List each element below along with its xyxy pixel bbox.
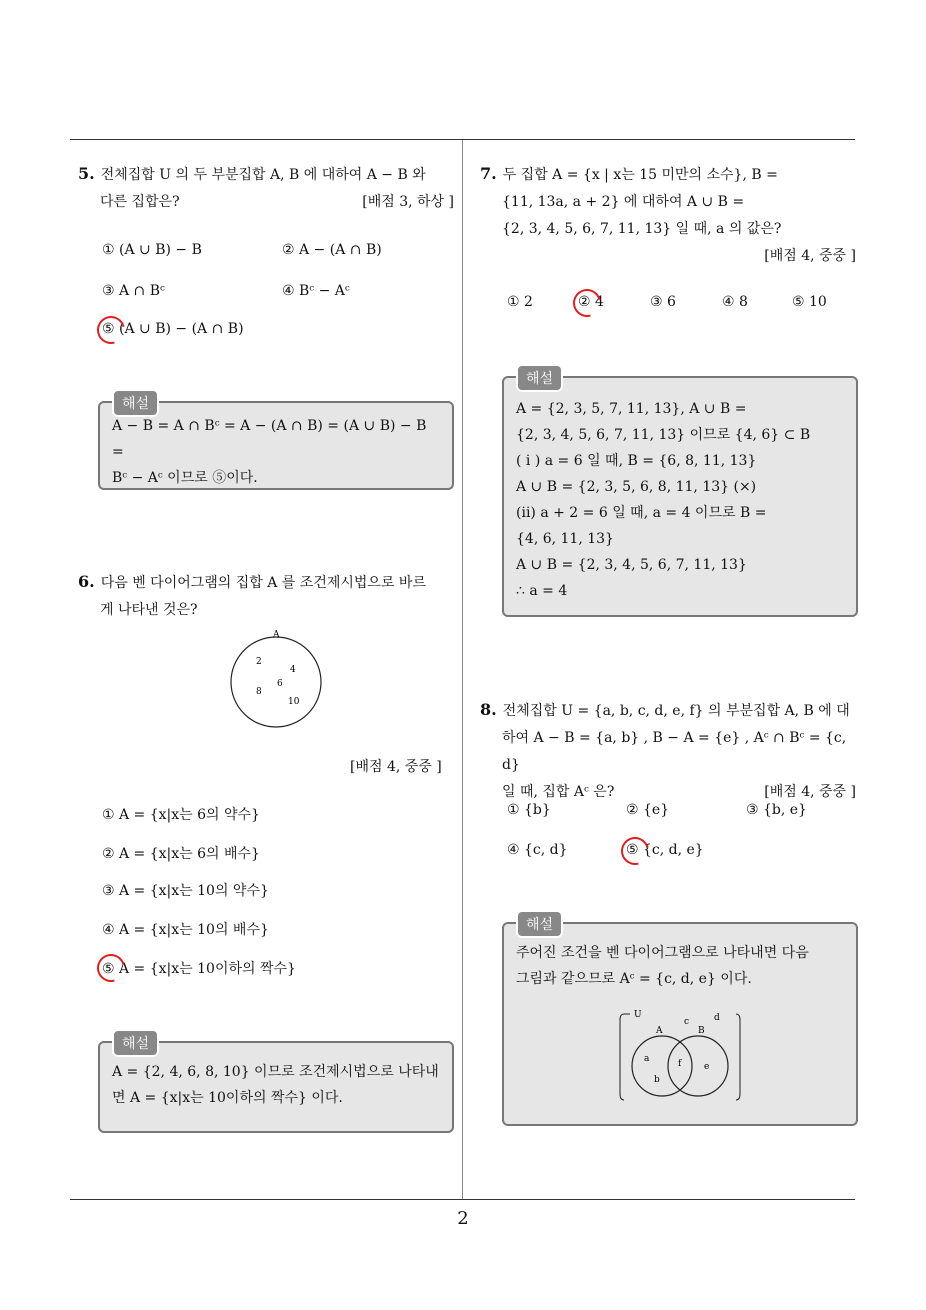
q6-option-3[interactable]: ③ A = {x|x는 10의 약수} <box>102 883 269 899</box>
q7-explanation-tab: 해설 <box>516 364 563 392</box>
q8-set-a-circle <box>632 1036 692 1096</box>
q6-element: 2 <box>256 657 262 667</box>
question-6-stem-line2: 게 나타낸 것은? <box>100 602 198 618</box>
q6-explanation <box>98 1036 454 1133</box>
q7-explanation-line: ∴ a = 4 <box>516 583 568 599</box>
q8-element: a <box>644 1054 650 1064</box>
q8-option-1[interactable]: ① {b} <box>507 802 551 818</box>
q7-option-5[interactable]: ⑤ 10 <box>792 294 827 310</box>
q7-option-4[interactable]: ④ 8 <box>722 294 748 310</box>
q5-explanation <box>98 396 454 490</box>
question-7-stem-line3: {2, 3, 4, 5, 6, 7, 11, 13} 일 때, a 의 값은? <box>502 221 782 237</box>
q8-option-2[interactable]: ② {e} <box>626 802 670 818</box>
q5-explanation-tab: 해설 <box>112 389 159 417</box>
q6-element: 10 <box>288 697 300 707</box>
q5-option-1[interactable]: ① (A ∪ B) − B <box>102 242 202 258</box>
question-5-number: 5. <box>78 164 95 183</box>
q6-venn-diagram <box>226 630 326 730</box>
q8-explanation-line2: 그림과 같으므로 Aᶜ = {c, d, e} 이다. <box>516 971 752 987</box>
question-6-stem-line1: 6. 다음 벤 다이어그램의 집합 A 를 조건제시법으로 바르 <box>78 572 426 591</box>
question-8-stem-line1: 8. 전체집합 U = {a, b, c, d, e, f} 의 부분집합 A, B 에 대 <box>480 700 850 719</box>
q7-explanation-line: (ii) a + 2 = 6 일 때, a = 4 이므로 B = <box>516 505 767 521</box>
question-6-number: 6. <box>78 572 95 591</box>
q6-option-1[interactable]: ① A = {x|x는 6의 약수} <box>102 807 260 823</box>
q6-option-5[interactable]: ⑤ A = {x|x는 10이하의 짝수} <box>102 961 296 977</box>
q7-explanation <box>502 371 858 617</box>
q8-explanation <box>502 917 858 1126</box>
q6-element: 4 <box>290 665 296 675</box>
question-5-stem-line2: 다른 집합은? [배점 3, 하상 ] <box>78 189 454 216</box>
q7-explanation-line: {2, 3, 4, 5, 6, 7, 11, 13} 이므로 {4, 6} ⊂ B <box>516 427 811 443</box>
q6-option-2[interactable]: ② A = {x|x는 6의 배수} <box>102 846 260 862</box>
question-5-points: [배점 3, 하상 ] <box>362 194 454 210</box>
question-8 <box>480 696 856 806</box>
q7-option-2[interactable]: ② 4 <box>578 294 604 310</box>
question-7-number: 7. <box>480 164 497 183</box>
q6-explanation-tab: 해설 <box>112 1029 159 1057</box>
q8-universal-set-bracket-left <box>620 1014 624 1100</box>
q8-set-b-label: B <box>698 1026 705 1036</box>
q8-explanation-tab: 해설 <box>516 910 563 938</box>
question-5-stem-line1: 5. 전체집합 U 의 두 부분집합 A, B 에 대하여 A − B 와 <box>78 164 426 183</box>
question-8-points: [배점 4, 중중 ] <box>764 784 856 800</box>
q7-explanation-line: A ∪ B = {2, 3, 5, 6, 8, 11, 13} (×) <box>516 479 757 495</box>
q8-set-a-label: A <box>656 1026 663 1036</box>
question-5 <box>78 160 454 216</box>
q7-explanation-line: A = {2, 3, 5, 7, 11, 13}, A ∪ B = <box>516 401 747 417</box>
column-divider <box>462 140 463 1200</box>
answer-mark-q5 <box>92 311 130 349</box>
q5-option-5[interactable]: ⑤ (A ∪ B) − (A ∩ B) <box>102 321 244 337</box>
question-6 <box>78 568 454 624</box>
q7-option-3[interactable]: ③ 6 <box>650 294 676 310</box>
q6-explanation-line2: 면 A = {x|x는 10이하의 짝수} 이다. <box>112 1090 343 1106</box>
question-8-stem-line3: 일 때, 집합 Aᶜ 은? [배점 4, 중중 ] <box>480 779 856 806</box>
q8-option-5[interactable]: ⑤ {c, d, e} <box>626 842 704 858</box>
q5-option-4[interactable]: ④ Bᶜ − Aᶜ <box>282 283 350 299</box>
q6-set-label: A <box>273 630 280 640</box>
question-6-points: [배점 4, 중중 ] <box>350 759 442 775</box>
answer-mark-q6 <box>92 949 130 987</box>
q5-option-3[interactable]: ③ A ∩ Bᶜ <box>102 283 165 299</box>
q8-option-4[interactable]: ④ {c, d} <box>507 842 568 858</box>
page-number: 2 <box>457 1208 469 1229</box>
answer-mark-q7 <box>568 284 606 322</box>
q5-explanation-line1: A − B = A ∩ Bᶜ = A − (A ∩ B) = (A ∪ B) − B = <box>112 418 427 460</box>
q8-element: d <box>714 1013 720 1023</box>
q6-option-4[interactable]: ④ A = {x|x는 10의 배수} <box>102 922 269 938</box>
q8-element: e <box>704 1062 710 1072</box>
question-7-stem-line2: {11, 13a, a + 2} 에 대하여 A ∪ B = <box>502 194 745 210</box>
q8-universal-label: U <box>634 1010 642 1020</box>
q5-explanation-line2: Bᶜ − Aᶜ 이므로 ⑤이다. <box>112 470 258 486</box>
question-7 <box>480 160 856 270</box>
q7-option-1[interactable]: ① 2 <box>507 294 533 310</box>
question-8-number: 8. <box>480 700 497 719</box>
q6-set-a-circle <box>231 637 321 727</box>
q8-element: c <box>684 1017 690 1027</box>
answer-mark-q8 <box>616 832 654 870</box>
question-7-points: [배점 4, 중중 ] <box>764 248 856 264</box>
question-8-stem-line2: 하여 A − B = {a, b} , B − A = {e} , Aᶜ ∩ Bᶜ = {c, d} <box>502 730 847 773</box>
q8-option-3[interactable]: ③ {b, e} <box>746 802 807 818</box>
q8-explanation-line1: 주어진 조건을 벤 다이어그램으로 나타내면 다음 <box>516 945 809 961</box>
q7-explanation-line: A ∪ B = {2, 3, 4, 5, 6, 7, 11, 13} <box>516 557 747 573</box>
q8-set-b-circle <box>668 1036 728 1096</box>
q7-explanation-line: {4, 6, 11, 13} <box>516 531 614 547</box>
q8-element: f <box>678 1059 682 1069</box>
q6-explanation-line1: A = {2, 4, 6, 8, 10} 이므로 조건제시법으로 나타내 <box>112 1064 439 1080</box>
q7-explanation-line: ( i ) a = 6 일 때, B = {6, 8, 11, 13} <box>516 453 757 469</box>
q6-element: 6 <box>277 679 283 689</box>
q5-option-2[interactable]: ② A − (A ∩ B) <box>282 242 382 258</box>
bottom-rule <box>70 1199 855 1200</box>
q8-venn-diagram <box>616 1006 744 1104</box>
q8-universal-set-bracket-right <box>736 1014 740 1100</box>
question-7-stem-line1: 7. 두 집합 A = {x | x는 15 미만의 소수}, B = <box>480 164 778 183</box>
q8-element: b <box>654 1075 660 1085</box>
q6-element: 8 <box>256 687 262 697</box>
